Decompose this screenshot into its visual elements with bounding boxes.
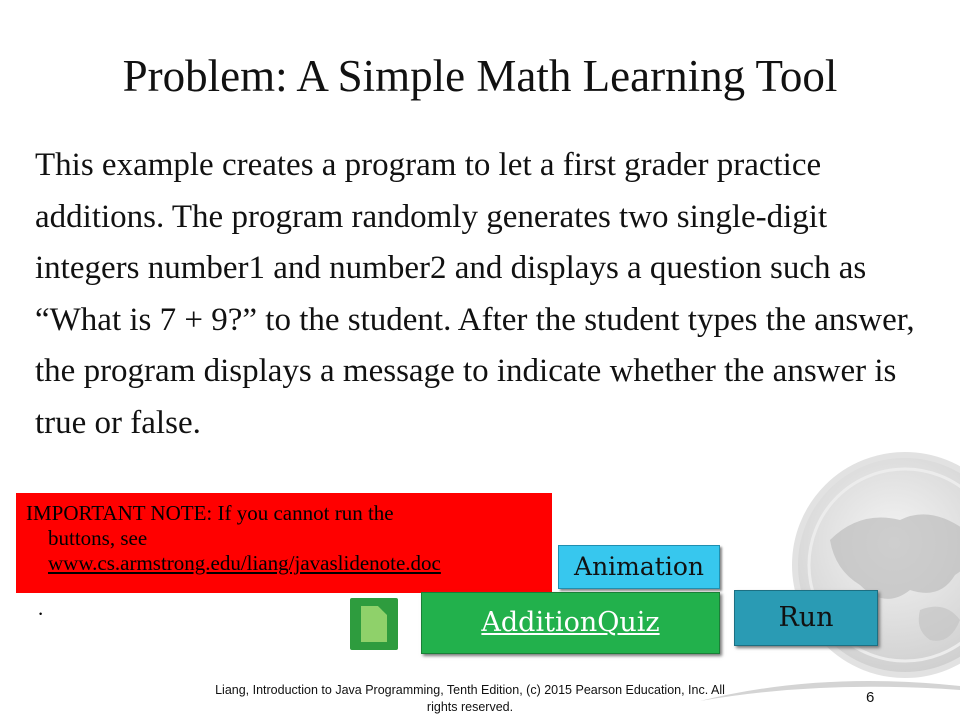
addition-quiz-label: AdditionQuiz bbox=[481, 607, 660, 638]
footer-copyright bbox=[180, 682, 760, 716]
note-line-2: buttons, see bbox=[48, 526, 148, 550]
footer-line-1: Liang, Introduction to Java Programming, Tenth Edition, (c) 2015 Pearson Education, Inc. All bbox=[215, 683, 725, 697]
slide-title: Problem: A Simple Math Learning Tool bbox=[122, 51, 838, 101]
note-tail: . bbox=[38, 596, 44, 620]
page-number: 6 bbox=[866, 689, 875, 706]
note-link[interactable]: www.cs.armstrong.edu/liang/javaslidenote.doc bbox=[48, 551, 441, 575]
document-icon[interactable] bbox=[350, 598, 398, 650]
footer-line-2: rights reserved. bbox=[426, 700, 514, 714]
animation-button[interactable]: Animation bbox=[558, 545, 720, 589]
run-button[interactable]: Run bbox=[734, 590, 878, 646]
slide-body-text: This example creates a program to let a first grader practice additions. The program randomly generates two single-digit integers number1 and number2 and displays a question such as “What is 7 + 9?” to the student. After the student types the answer, the program displays a message to indicate whether the answer is true or false. bbox=[35, 147, 915, 441]
important-note-box bbox=[16, 493, 552, 593]
addition-quiz-button[interactable] bbox=[421, 592, 720, 654]
note-line-1: IMPORTANT NOTE: If you cannot run the bbox=[26, 501, 394, 525]
